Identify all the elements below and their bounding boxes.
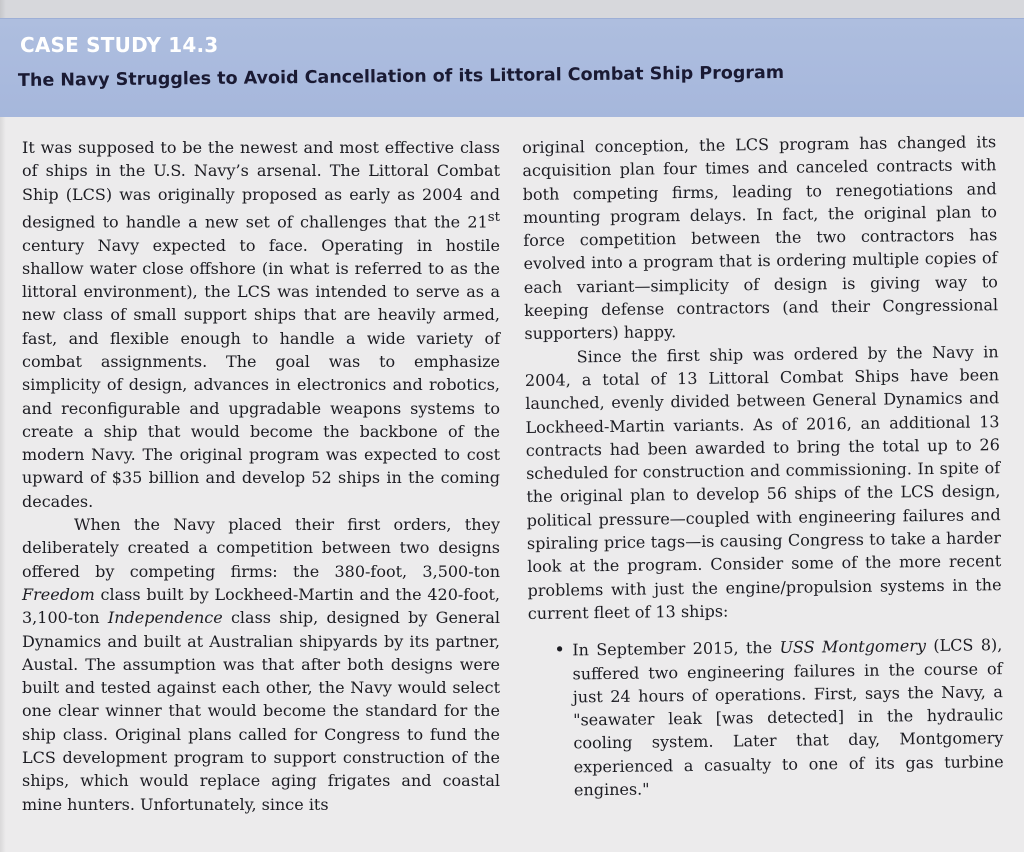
problem-list <box>528 633 1004 802</box>
right-column <box>522 130 1004 802</box>
list-item <box>528 633 1004 802</box>
ship-class-name: Independence <box>107 608 223 628</box>
text-span: It was supposed to be the newest and most effective class of ships in the U.S. Navy’s arsenal. The Littoral Combat Ship (LCS) was originally proposed as early as 2004 and designed to handle a new set of challenges that the 21 <box>22 138 500 232</box>
text-span: (LCS 8), suffered two engineering failures in the course of just 24 hours of operations. First, says the Navy, a "seawater leak [was detected] in the hydraulic cooling system. Later that day, Montgomery experienced a casualty to one of its gas turbine engines." <box>572 635 1004 800</box>
text-span: When the Navy placed their first orders, they deliberately created a competition between two designs offered by competing firms: the 380-foot, 3,500-ton <box>22 515 500 581</box>
case-study-label: CASE STUDY 14.3 <box>20 33 219 57</box>
ship-name: USS Montgomery <box>779 636 927 658</box>
ship-class-name: Freedom <box>22 584 95 604</box>
text-span: In September 2015, the <box>572 638 780 660</box>
text-span: class built by Lockheed-Martin and the 420-foot, 3,100-ton <box>22 584 500 628</box>
paragraph-conception: original conception, the LCS program has changed its acquisition plan four times and canceled contracts with both competing firms, leading to renegotiations and mounting program delays. In fact, the original plan to force competition between the two contractors has evolved into a program that is ordering multiple copies of each variant—simplicity of design is giving way to keeping defense contractors (and their Congressional supporters) happy. <box>522 132 999 344</box>
case-study-title: The Navy Struggles to Avoid Cancellation of its Littoral Combat Ship Program <box>17 62 785 91</box>
paragraph-fleet: Since the first ship was ordered by the Navy in 2004, a total of 13 Littoral Combat Ships have been launched, evenly divided between General Dynamics and Lockheed-Martin variants. As of 2016, an additional 13 contracts had been awarded to bring the total up to 26 scheduled for construction and commissioning. In spite of the original plan to develop 56 ships of the LCS design, political pressure—coupled with engineering failures and spiraling price tags—is causing Congress to take a harder look at the program. Consider some of the more recent problems with just the engine/propulsion systems in the current fleet of 13 ships: <box>524 341 1002 623</box>
bullet-icon: • <box>554 639 566 661</box>
case-study-banner <box>0 18 1024 117</box>
paragraph-competition <box>22 513 500 816</box>
page-top-edge <box>0 0 1024 18</box>
text-span: century Navy expected to face. Operating in hostile shallow water close offshore (in what is referred to as the littoral environment), the LCS was intended to serve as a new class of small support ships that are heavily armed, fast, and flexible enough to handle a wide variety of combat assignments. The goal was to emphasize simplicity of design, advances in electronics and robotics, and reconfigurable and upgradable weapons systems to create a ship that would become the backbone of the modern Navy. The original program was expected to cost upward of $35 billion and develop 52 ships in the coming decades. <box>22 235 500 511</box>
superscript: st <box>487 209 500 225</box>
text-span: class ship, designed by General Dynamics and built at Australian shipyards by its partner, Austal. The assumption was that after both designs were built and tested against each other, the Navy would select one clear winner that would become the standard for the ship class. Original plans called for Congress to fund the LCS development program to support construction of the ships, which would replace aging frigates and coastal mine hunters. Unfortunately, since its <box>22 608 500 814</box>
page-shadow <box>0 0 6 852</box>
left-column <box>22 136 500 816</box>
paragraph-intro <box>22 136 500 513</box>
